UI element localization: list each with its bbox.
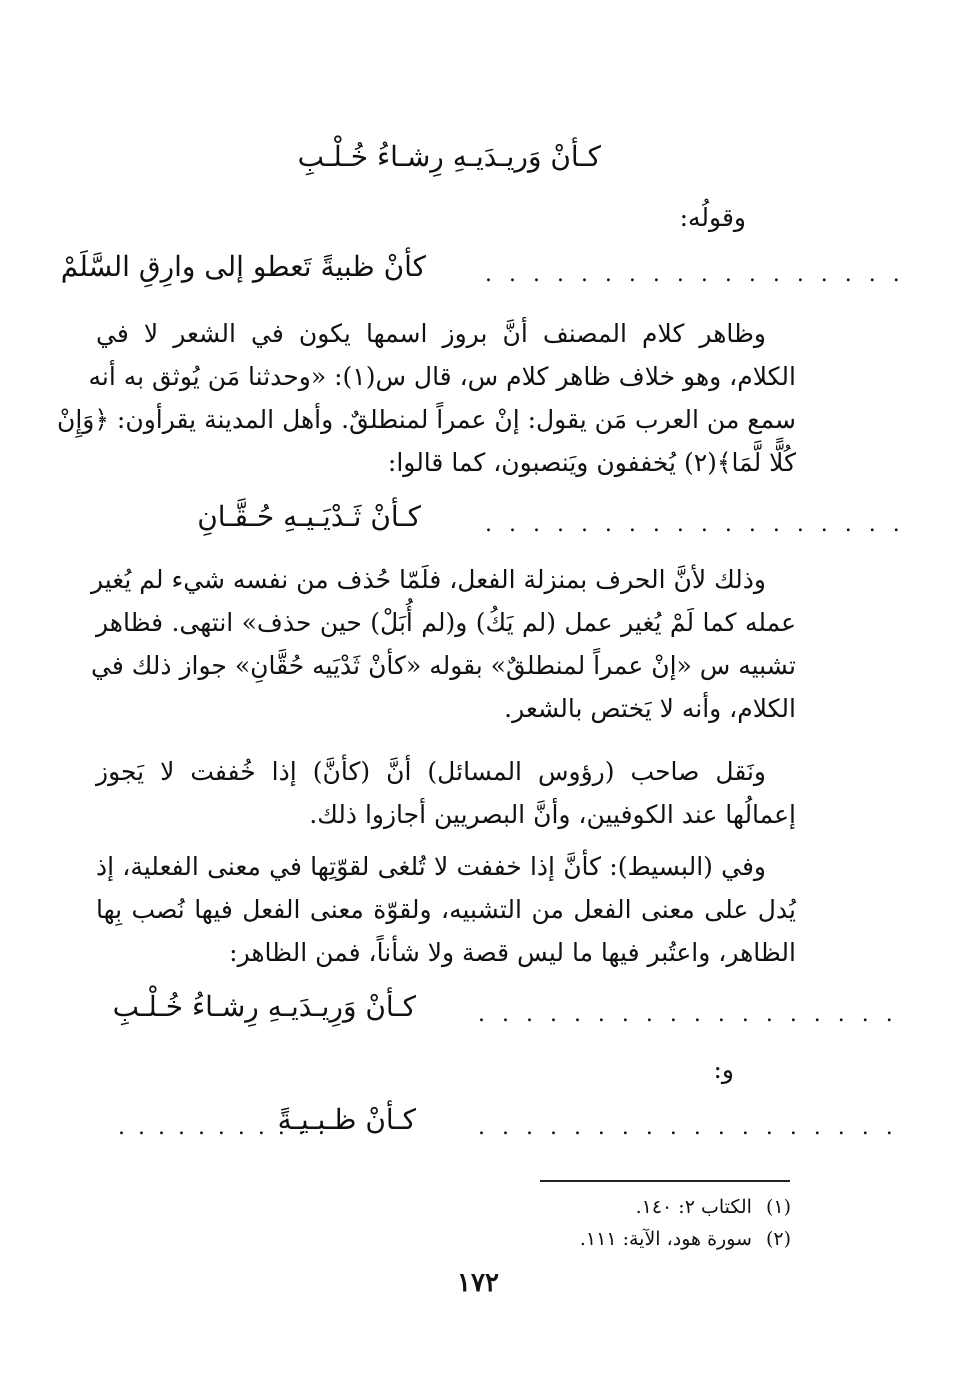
footnote-2-number: (٢)	[765, 1228, 791, 1250]
paragraph-3	[96, 750, 796, 836]
paragraph-2-line-2: عمله كما لَمْ يُغير عمل (لم يَكُ) و(لم أُبَلْ) حين حذف» انتهى. فظاهر	[96, 608, 796, 637]
verse-3-dots: . . . . . . . . . . . . . . . . . .	[478, 1002, 898, 1027]
paragraph-1-line-1: وظاهر كلام المصنف أنَّ بروز اسمها يكون في الشعر لا في	[96, 319, 766, 348]
paragraph-4-line-3: الظاهر، واعتُبر فيها ما ليس قصة ولا شأناً، فمن الظاهر:	[229, 938, 796, 967]
paragraph-1-line-2: الكلام، وهو خلاف ظاهر كلام س، قال س(١): «وحدثنا مَن يُوثق به أنه	[88, 362, 796, 391]
paragraph-3-line-2: إعمالُها عند الكوفيين، وأنَّ البصريين أجازوا ذلك.	[309, 800, 796, 829]
paragraph-1	[56, 312, 796, 484]
paragraph-4-line-2: يُدل على معنى الفعل من التشبيه، ولقوّة معنى الفعل فيها نُصب بِها	[96, 895, 796, 924]
verse-2-text: كـأنْ ثَـدْيَـيـهِ حُـقَّـانِ	[197, 500, 421, 533]
footnote-1-number: (١)	[765, 1196, 791, 1218]
verse-3-text: كـأنْ وَرِيـدَيـهِ رِشـاءُ خُـلْـبِ	[112, 990, 416, 1023]
verse-4-text: كـأنْ ظـبـيـةً	[277, 1103, 416, 1136]
verse-1-text: كأنْ ظبيةً تَعطو إلى وارِقِ السَّلَمْ	[60, 250, 426, 283]
footnote-1-text: الكتاب ٢: ١٤٠.	[635, 1196, 752, 1218]
label-wa: و:	[713, 1055, 734, 1084]
footnote-2-text: سورة هود، الآية: ١١١.	[579, 1228, 752, 1250]
verse-2-dots: . . . . . . . . . . . . . . . . . .	[485, 512, 905, 537]
verse-top: كـأنْ وَريـدَيـهِ رِشـاءُ خُـلْـبِ	[297, 140, 601, 173]
page-number: ١٧٢	[457, 1268, 499, 1298]
label-waqawluhu: وقولُه:	[679, 203, 746, 232]
verse-1-dots: . . . . . . . . . . . . . . . . . .	[485, 262, 905, 287]
paragraph-2-line-1: وذلك لأنَّ الحرف بمنزلة الفعل، فلَمّا حُذف من نفسه شيء لم يُغير	[90, 565, 766, 594]
paragraph-4	[96, 845, 796, 974]
footnote-separator	[540, 1180, 790, 1182]
paragraph-3-line-1: ونَقل صاحب (رؤوس المسائل) أنَّ (كأنَّ) إذا خُففت لا يَجوز	[96, 757, 766, 786]
paragraph-2-line-4: الكلام، وأنه لا يَختص بالشعر.	[504, 694, 796, 723]
paragraph-4-line-1: وفي (البسيط): كأنَّ إذا خففت لا تُلغى لقوّتِها في معنى الفعلية، إذ	[96, 852, 766, 881]
verse-4-left-dots: . . . . . . . . . . .	[118, 1115, 328, 1140]
paragraph-2	[90, 558, 796, 730]
footnote-1	[636, 1196, 791, 1218]
paragraph-2-line-3: تشبيه س «إنْ عمراً لمنطلقٌ» بقوله «كأنْ ثَدْيَيه حُقَّانِ» جواز ذلك في	[90, 651, 796, 680]
verse-4-dots: . . . . . . . . . . . . . . . . . .	[478, 1115, 898, 1140]
paragraph-1-line-3: سمع من العرب مَن يقول: إنْ عمراً لمنطلقٌ. وأهل المدينة يقرأون: ﴿وَإِنْ	[56, 405, 796, 434]
footnote-2	[580, 1228, 791, 1250]
paragraph-1-line-4: كُلًّا لَّمَا﴾(٢) يُخففون ويَنصبون، كما قالوا:	[387, 448, 796, 477]
